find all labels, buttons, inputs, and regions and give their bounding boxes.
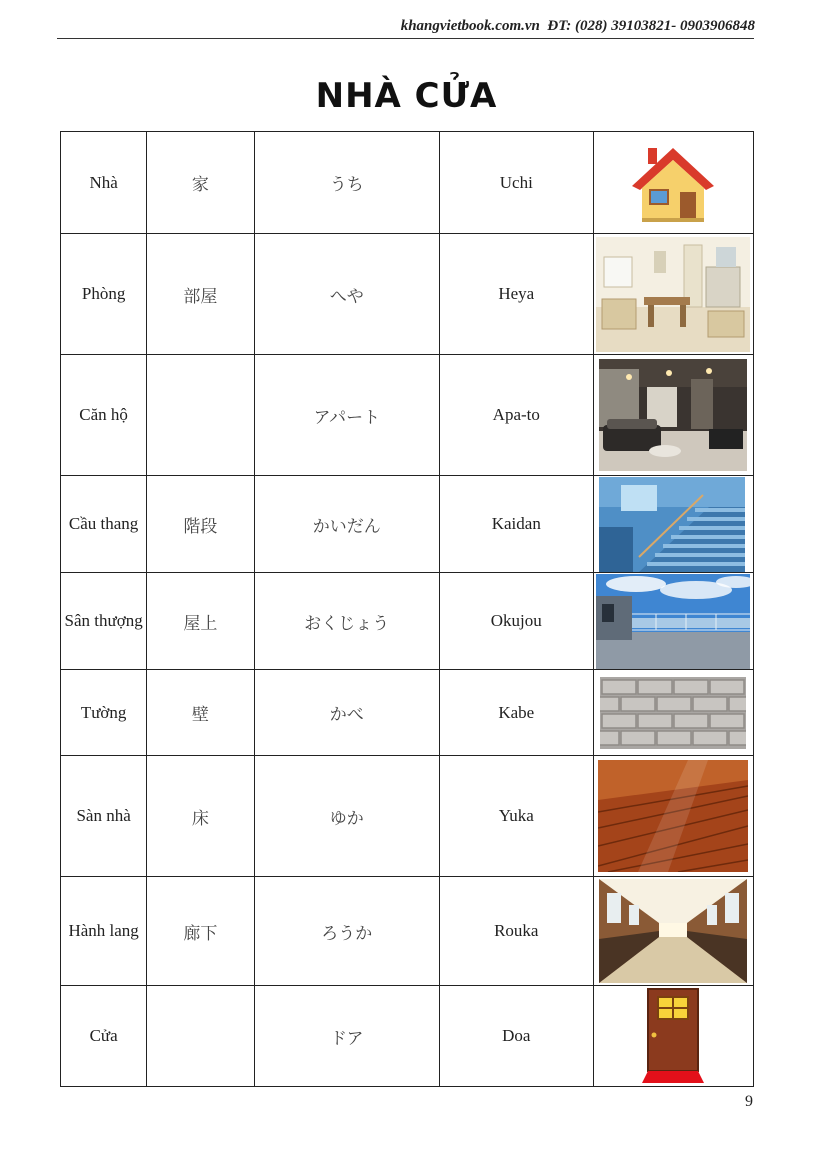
table-row [61, 476, 754, 573]
table-row [61, 573, 754, 670]
page-number: 9 [745, 1093, 753, 1110]
floor-image [598, 760, 748, 872]
kanji-word: 壁 [147, 670, 254, 756]
table-row [61, 756, 754, 877]
vietnamese-word: Cửa [61, 986, 147, 1087]
kana-word: へや [254, 234, 440, 355]
header-divider [57, 38, 754, 39]
romaji-word: Uchi [440, 132, 593, 234]
table-row [61, 234, 754, 355]
romaji-word: Kabe [440, 670, 593, 756]
stairs-image [599, 477, 745, 572]
vietnamese-word: Phòng [61, 234, 147, 355]
illustration-cell [593, 670, 754, 756]
kanji-word: 階段 [147, 476, 254, 573]
vocabulary-table [60, 131, 754, 1087]
romaji-word: Kaidan [440, 476, 593, 573]
kanji-word [147, 355, 254, 476]
apartment-image [599, 359, 747, 471]
kanji-word: 床 [147, 756, 254, 877]
kana-word: かべ [254, 670, 440, 756]
table-row [61, 877, 754, 986]
romaji-word: Rouka [440, 877, 593, 986]
romaji-word: Doa [440, 986, 593, 1087]
kana-word: おくじょう [254, 573, 440, 670]
table-row [61, 670, 754, 756]
illustration-cell [593, 573, 754, 670]
illustration-cell [593, 986, 754, 1087]
vietnamese-word: Hành lang [61, 877, 147, 986]
romaji-word: Heya [440, 234, 593, 355]
illustration-cell [593, 877, 754, 986]
wall-image [600, 677, 746, 749]
kanji-word: 屋上 [147, 573, 254, 670]
page-title: NHÀ CỬA [315, 76, 498, 116]
kana-word: うち [254, 132, 440, 234]
kana-word: ドア [254, 986, 440, 1087]
vietnamese-word: Cầu thang [61, 476, 147, 573]
table-row [61, 355, 754, 476]
house-icon [628, 142, 718, 224]
romaji-word: Okujou [440, 573, 593, 670]
illustration-cell [593, 132, 754, 234]
hallway-image [599, 879, 747, 983]
header-site: khangvietbook.com.vn [400, 18, 540, 34]
romaji-word: Yuka [440, 756, 593, 877]
kanji-word: 家 [147, 132, 254, 234]
illustration-cell [593, 756, 754, 877]
illustration-cell [593, 234, 754, 355]
door-icon [638, 987, 708, 1085]
kana-word: ろうか [254, 877, 440, 986]
vietnamese-word: Sàn nhà [61, 756, 147, 877]
rooftop-image [596, 574, 750, 669]
kanji-word [147, 986, 254, 1087]
illustration-cell [593, 355, 754, 476]
vietnamese-word: Tường [61, 670, 147, 756]
vietnamese-word: Sân thượng [61, 573, 147, 670]
table-row [61, 986, 754, 1087]
illustration-cell [593, 476, 754, 573]
vietnamese-word: Nhà [61, 132, 147, 234]
page-header [401, 18, 755, 35]
kanji-word: 部屋 [147, 234, 254, 355]
vietnamese-word: Căn hộ [61, 355, 147, 476]
room-image [596, 237, 750, 352]
kana-word: かいだん [254, 476, 440, 573]
header-phone: ĐT: (028) 39103821- 0903906848 [547, 18, 755, 34]
kana-word: ゆか [254, 756, 440, 877]
romaji-word: Apa-to [440, 355, 593, 476]
table-row [61, 132, 754, 234]
kana-word: アパート [254, 355, 440, 476]
kanji-word: 廊下 [147, 877, 254, 986]
